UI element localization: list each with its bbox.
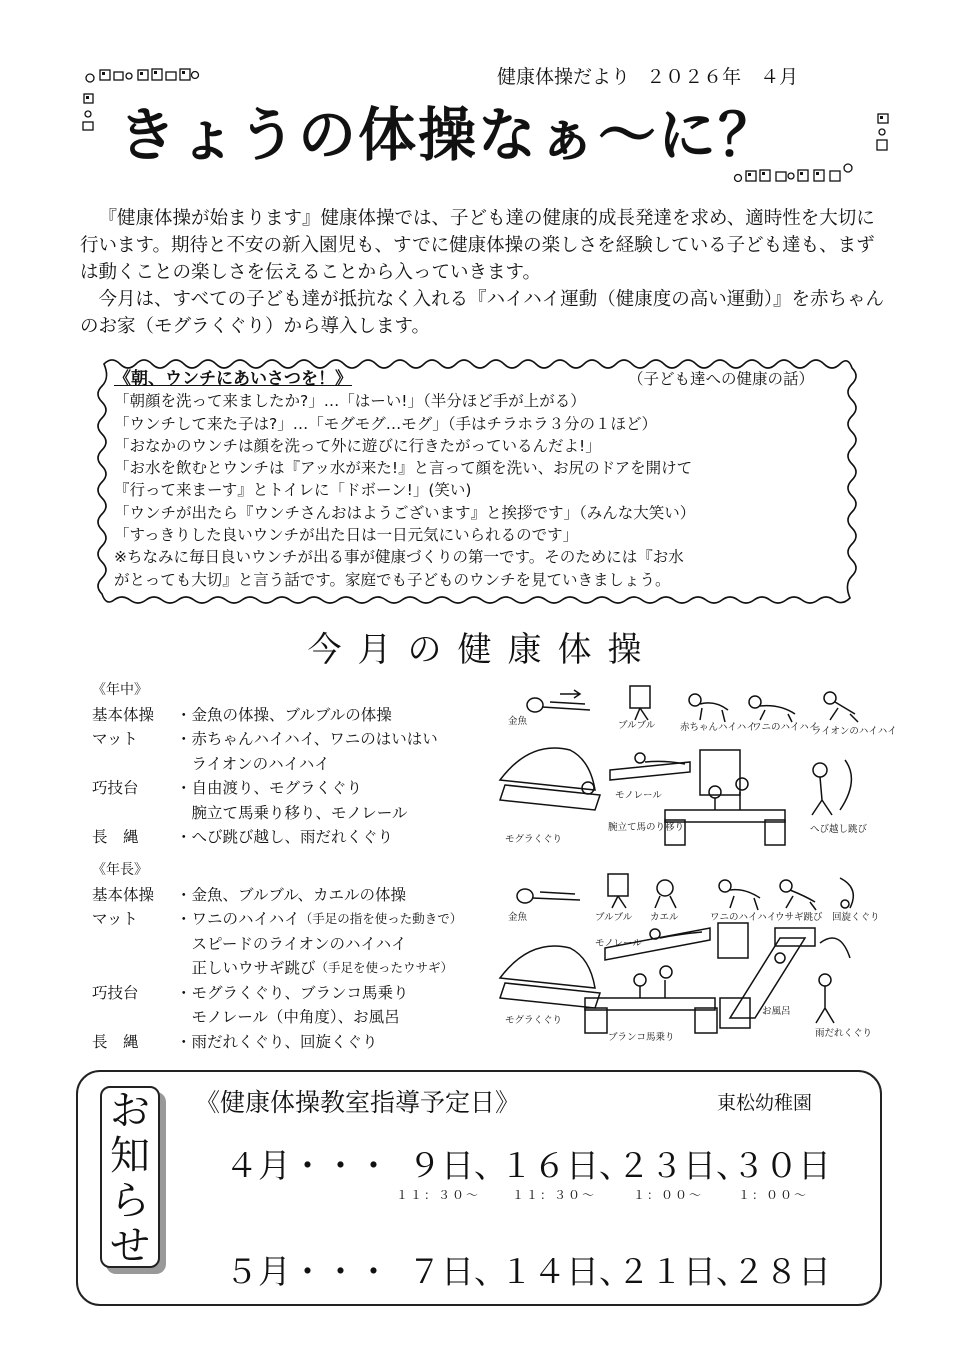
illus-label: モグラくぐり: [505, 834, 563, 845]
schedule-date: ２３日、: [617, 1146, 749, 1185]
schedule-time: １：００〜: [738, 1188, 809, 1202]
schedule-date: １６日、: [500, 1146, 632, 1185]
course-label: [92, 801, 176, 826]
talk-line: 「すっきりした良いウンチが出た日は一日元気にいられるのです」: [114, 526, 579, 545]
newsletter-label: 健康体操だより: [497, 66, 631, 88]
newsletter-date: ２０２６年 ４月: [646, 66, 799, 88]
course-note: （手足の指を使った動きで）: [299, 911, 463, 926]
course-label: 基本体操: [92, 885, 155, 904]
course-heading: 《年長》: [92, 862, 148, 878]
illus-label: カエル: [650, 912, 679, 923]
course-label: [92, 932, 176, 957]
course-value: ・ワニのハイハイ: [176, 910, 300, 928]
illus-label: ブランコ馬乗り: [608, 1032, 675, 1043]
april-label: ４月・・・: [225, 1146, 390, 1185]
newsletter-header: [497, 62, 798, 89]
schedule-date: １４日、: [500, 1252, 632, 1291]
may-label: ５月・・・: [225, 1252, 390, 1291]
course-heading: 《年中》: [92, 682, 148, 698]
schedule-time: １１：３０〜: [512, 1188, 597, 1202]
talk-line: ※ちなみに毎日良いウンチが出る事が健康づくりの第一です。そのためには『お水: [114, 548, 684, 567]
course-value: ライオンのハイハイ: [176, 754, 330, 773]
illus-label: ライオンのハイハイ: [812, 726, 897, 737]
course-value: ・金魚の体操、ブルブルの体操: [176, 705, 392, 724]
course-label: 巧技台: [92, 779, 139, 797]
intro-paragraph: 今月は、すべての子ども達が抵抗なく入れる『ハイハイ運動（健康度の高い運動）』を赤ちゃんのお家（モグラくぐり）から導入します。: [80, 289, 885, 337]
schedule-date: ２８日: [732, 1252, 831, 1291]
exercise-illustration-nenchu: [490, 680, 897, 850]
talk-subtitle: （子ども達への健康の話）: [627, 370, 814, 388]
notice-badge-char: せ: [110, 1223, 150, 1269]
illus-label: モノレール: [595, 938, 642, 949]
talk-line: 「おなかのウンチは顔を洗って外に遊びに行きたがっているんだよ!」: [114, 436, 601, 455]
course-nencho: [92, 858, 462, 1054]
course-value: ・へび跳び越し、雨だれくぐり: [176, 828, 394, 846]
course-value: ・モグラくぐり、ブランコ馬乗り: [176, 983, 409, 1002]
course-label: マット: [92, 730, 138, 748]
course-label: [92, 752, 176, 777]
talk-line: 「お水を飲むとウンチは『アッ水が来た!』と言って顔を洗い、お尻のドアを開けて: [114, 459, 693, 478]
course-value: ・赤ちゃんハイハイ、ワニのはいはい: [176, 730, 438, 748]
course-label: [92, 956, 176, 981]
illus-label: 雨だれくぐり: [815, 1028, 873, 1039]
school-name: 東松幼稚園: [717, 1092, 813, 1114]
schedule-date: ９日、: [408, 1146, 507, 1185]
course-label: マット: [92, 910, 138, 928]
illus-label: ウサギ跳び: [775, 912, 823, 923]
schedule-date: ２１日、: [617, 1252, 749, 1291]
page-title: きょうの体操なぁ〜に？: [118, 101, 779, 169]
notice-badge-char: ら: [110, 1178, 150, 1224]
talk-title: 《朝、ウンチにあいさつを！》: [114, 369, 352, 389]
course-nenchu: [92, 678, 438, 850]
section-title: 今月の健康体操: [307, 630, 658, 670]
talk-line: 「ウンチが出たら『ウンチさんおはようございます』と挨拶です」（みんな大笑い）: [114, 503, 696, 522]
schedule-date: ３０日: [732, 1146, 831, 1185]
illus-label: ブルブル: [618, 720, 656, 731]
course-label: 長 縄: [92, 828, 139, 846]
course-label: 長 縄: [92, 1032, 139, 1051]
notice-badge-char: お: [110, 1088, 150, 1134]
course-note: （手足を使ったウサギ）: [315, 960, 454, 975]
illus-label: ブルブル: [595, 912, 633, 923]
schedule-date: ７日、: [408, 1252, 507, 1291]
course-value: ・雨だれくぐり、回旋くぐり: [176, 1032, 378, 1051]
schedule-time: １１：３０〜: [396, 1188, 481, 1202]
illus-label: 赤ちゃんハイハイ: [680, 722, 756, 733]
exercise-illustration-nencho: [490, 868, 880, 1048]
talk-line: 『行って来まーす』とトイレに「ドボーン!」(笑い): [114, 481, 472, 500]
talk-line: 「朝顔を洗って来ましたか?」…「はーい!」（半分ほど手が上がる）: [114, 392, 586, 411]
course-label: [92, 1005, 176, 1030]
schedule-time: １：００〜: [633, 1188, 704, 1202]
illus-label: ワニのハイハイ: [710, 912, 777, 923]
illus-label: モグラくぐり: [505, 1015, 563, 1026]
illus-label: 金魚: [508, 912, 528, 923]
illus-label: 回旋くぐり: [832, 912, 880, 923]
course-value: 正しいウサギ跳び: [176, 959, 316, 977]
illus-label: お風呂: [762, 1006, 791, 1017]
talk-line: 「ウンチして来た子は?」…「モグモグ…モグ」（手はチラホラ３分の１ほど）: [114, 414, 657, 433]
notice-badge-char: 知: [110, 1133, 150, 1179]
intro-paragraph: 『健康体操が始まります』健康体操では、子ども達の健康的成長発達を求め、適時性を大切に行います。期待と不安の新入園児も、すでに健康体操の楽しさを経験している子ども達も、まずは動くことの楽しさを伝えることから入っていきます。: [80, 208, 875, 283]
notice-title: 《健康体操教室指導予定日》: [195, 1088, 521, 1117]
intro-text: [80, 205, 890, 340]
course-value: モノレール（中角度）、お風呂: [176, 1008, 400, 1026]
course-value: ・金魚、ブルブル、カエルの体操: [176, 885, 407, 904]
course-value: ・自由渡り、モグラくぐり: [176, 779, 363, 797]
talk-content: [114, 368, 854, 591]
course-label: 巧技台: [92, 983, 139, 1002]
course-label: 基本体操: [92, 705, 155, 724]
illus-label: 腕立て馬のり移り: [608, 822, 685, 833]
illus-label: 金魚: [508, 716, 528, 727]
illus-label: へび越し跳び: [810, 824, 868, 835]
health-talk-box: [92, 354, 862, 612]
course-value: 腕立て馬乗り移り、モノレール: [176, 803, 408, 822]
illus-label: ワニのハイハイ: [752, 722, 819, 733]
course-value: スピードのライオンのハイハイ: [176, 934, 407, 953]
illus-label: モノレール: [615, 790, 662, 801]
talk-line: がとっても大切』と言う話です。家庭でも子どものウンチを見ていきましょう。: [114, 570, 671, 589]
notice-badge: [100, 1086, 160, 1268]
